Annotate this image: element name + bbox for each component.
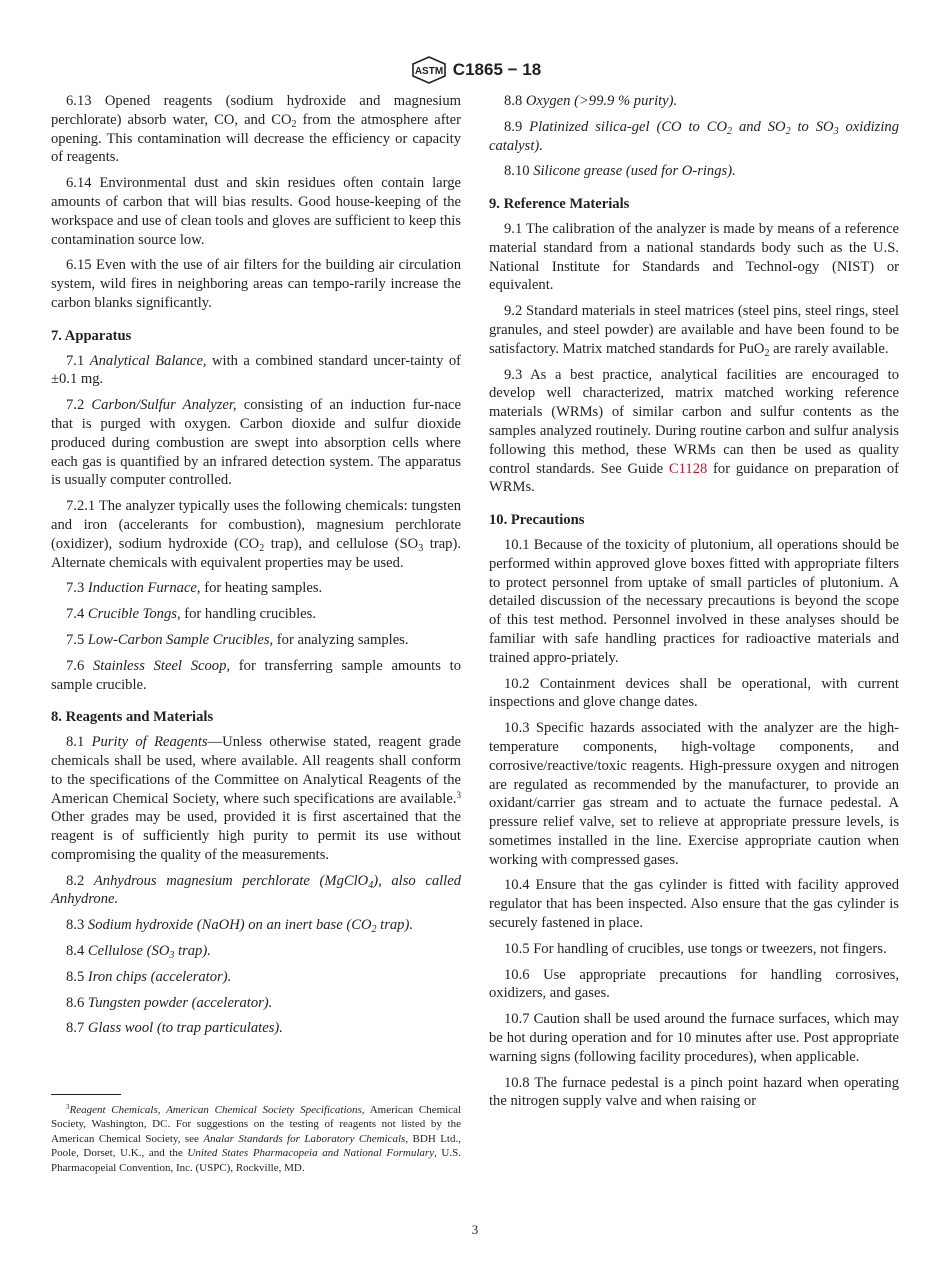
astm-logo-text: ASTM — [414, 66, 443, 77]
paragraph-10-3: 10.3 Specific hazards associated with the analyzer are the high-temperature components, high-voltage components, and corrosive/reactive/toxic reagents. High-pressure oxygen and nitrogen are regulated as recommended by the manufacturer, to provide an oxidant/carrier gas stream and to actuate the furnace pedestal. A pressure relief valve, set to relieve at appropriate pressure levels, is sometimes installed in the line. Exercise appropriate caution when working with compressed gases. — [489, 720, 899, 868]
paragraph-6-14: 6.14 Environmental dust and skin residues often contain large amounts of carbon that will bias results. Good house-keeping of the workspace and use of clean tools and gloves are sufficient to keep this contamination source low. — [51, 175, 461, 248]
section-heading-8: 8. Reagents and Materials — [51, 709, 214, 726]
page-header — [0, 56, 950, 86]
paragraph-10-1: 10.1 Because of the toxicity of plutonium, all operations should be performed within approved glove boxes fitted with appropriate filters to protect personnel from uptake of small particles of plutonium. A detailed discussion of the necessary precautions is beyond the scope of this test method. Personnel involved in these analyses should be familiar with safe handling practices for radioactive materials and trained appro-priately. — [489, 536, 899, 666]
paragraph-8-10: 8.10 Silicone grease (used for O-rings). — [504, 163, 736, 180]
paragraph-7-2-1: 7.2.1 The analyzer typically uses the following chemicals: tungsten and iron (accelerants for combustion), magnesium perchlorate (oxidizer), sodium hydroxide ($CO_2$ trap), and cellulose ($SO_3$ trap). Alternate chemicals with equivalent properties may be used. — [51, 498, 461, 571]
paragraph-10-8: 10.8 The furnace pedestal is a pinch point hazard when operating the nitrogen supply valve and when raising or — [489, 1074, 899, 1110]
paragraph-9-3: 9.3 As a best practice, analytical facilities are encouraged to develop well characterized, matrix matched working reference materials (WRMs) of similar carbon and sulfur contents as the samples analyzed routinely. During routine carbon and sulfur analysis following this method, these WRMs can then be used as quality control standards. See Guide C1128 for guidance on preparation of WRMs. — [489, 366, 900, 496]
document-number: C1865 − 18 — [452, 60, 542, 79]
paragraph-8-3: 8.3 Sodium hydroxide (NaOH) on an inert base ($CO_2$ trap). — [66, 917, 413, 936]
paragraph-10-5: 10.5 For handling of crucibles, use tongs or tweezers, not fingers. — [504, 940, 887, 957]
footnote-3: $^3$Reagent Chemicals, American Chemical Society Specifications, American Chemical Society, Washington, DC. For suggestions on the testing of reagents not listed by the American Chemical Society, see Analar Standards for Laboratory Chemicals, BDH Ltd., Poole, Dorset, U.K., and the United States Pharmacopeia and National Formulary, U.S. Pharmacopeial Convention, Inc. (USPC), Rockville, MD. — [51, 1103, 462, 1174]
paragraph-8-5: 8.5 Iron chips (accelerator). — [66, 968, 232, 985]
footnote-divider — [51, 1094, 121, 1095]
paragraph-8-9: 8.9 Platinized silica-gel (CO to $CO_2$ and $SO_2$ to $SO_3$ oxidizing catalyst). — [489, 118, 899, 154]
paragraph-10-4: 10.4 Ensure that the gas cylinder is fitted with facility approved regulator that has been inspected. Also ensure that the gas cylinder is securely fastened in place. — [489, 877, 899, 932]
paragraph-10-6: 10.6 Use appropriate precautions for handling corrosives, oxidizers, and gases. — [489, 966, 899, 1002]
paragraph-9-2: 9.2 Standard materials in steel matrices (steel pins, steel rings, steel granules, and steel powder) are available and have been found to be satisfactory. Matrix matched standards for PuO$_2$ are rarely available. — [489, 303, 899, 359]
paragraph-7-1: 7.1 Analytical Balance, with a combined standard uncer-tainty of ±0.1 mg. — [51, 352, 462, 388]
paragraph-10-2: 10.2 Containment devices shall be operational, with current inspections and glove change dates. — [489, 675, 899, 711]
paragraph-7-3: 7.3 Induction Furnace, for heating samples. — [66, 580, 323, 597]
paragraph-7-6: 7.6 Stainless Steel Scoop, for transferring sample amounts to sample crucible. — [51, 657, 461, 693]
section-heading-7: 7. Apparatus — [51, 327, 132, 344]
left-column — [51, 92, 461, 1045]
astm-logo-icon — [409, 56, 449, 84]
paragraph-6-13: 6.13 Opened reagents (sodium hydroxide and magnesium perchlorate) absorb water, CO, and $CO_2$ from the atmosphere after opening. This contamination will decrease the efficiency or capacity of reagents. — [51, 93, 461, 166]
page-number: 3 — [471, 1222, 479, 1237]
paragraph-7-4: 7.4 Crucible Tongs, for handling crucibles. — [66, 606, 316, 623]
paragraph-8-1: 8.1 Purity of Reagents—Unless otherwise stated, reagent grade chemicals shall be used, where available. All reagents shall conform to the specifications of the Committee on Analytical Reagents of the American Chemical Society, where such specifications are available.$^3$ Other grades may be used, provided it is first ascertained that the reagent is of sufficiently high purity to permit its use without compromising the quality of the measurements. — [51, 734, 461, 863]
paragraph-8-4: 8.4 Cellulose ($SO_3$ trap). — [66, 943, 211, 962]
paragraph-10-7: 10.7 Caution shall be used around the furnace surfaces, which may be hot during operation and for 10 minutes after use. Post appropriate warning signs (following facility procedures), when applicable. — [489, 1011, 899, 1065]
section-heading-10: 10. Precautions — [489, 512, 585, 529]
paragraph-6-15: 6.15 Even with the use of air filters for the building air circulation system, wild fires in neighboring areas can tempo-rarily increase the carbon blanks significantly. — [51, 257, 461, 311]
paragraph-7-2: 7.2 Carbon/Sulfur Analyzer, consisting of an induction fur-nace that is purged with oxygen. Carbon dioxide and sulfur dioxide produced during combustion are swept into absorption cells where each gas is quantified by an infrared detection system. The apparatus is usually computer controlled. — [51, 397, 461, 489]
footnote-ref-3: 3 — [456, 789, 461, 800]
section-heading-9: 9. Reference Materials — [489, 196, 630, 213]
right-column — [489, 92, 899, 1118]
paragraph-8-7: 8.7 Glass wool (to trap particulates). — [66, 1020, 283, 1037]
paragraph-9-1: 9.1 The calibration of the analyzer is made by means of a reference material standard from a national standards body such as the U.S. National Institute for Standards and Technol-ogy (NIST) or equivalent. — [489, 220, 899, 294]
paragraph-8-8: 8.8 Oxygen (>99.9 % purity). — [504, 93, 678, 109]
paragraph-8-6: 8.6 Tungsten powder (accelerator). — [66, 994, 273, 1011]
paragraph-7-5: 7.5 Low-Carbon Sample Crucibles, for analyzing samples. — [66, 631, 409, 648]
paragraph-8-2: 8.2 Anhydrous magnesium perchlorate (MgClO$_4$), also called Anhydrone. — [51, 872, 461, 908]
guide-c1128-link[interactable]: C1128 — [668, 460, 708, 477]
